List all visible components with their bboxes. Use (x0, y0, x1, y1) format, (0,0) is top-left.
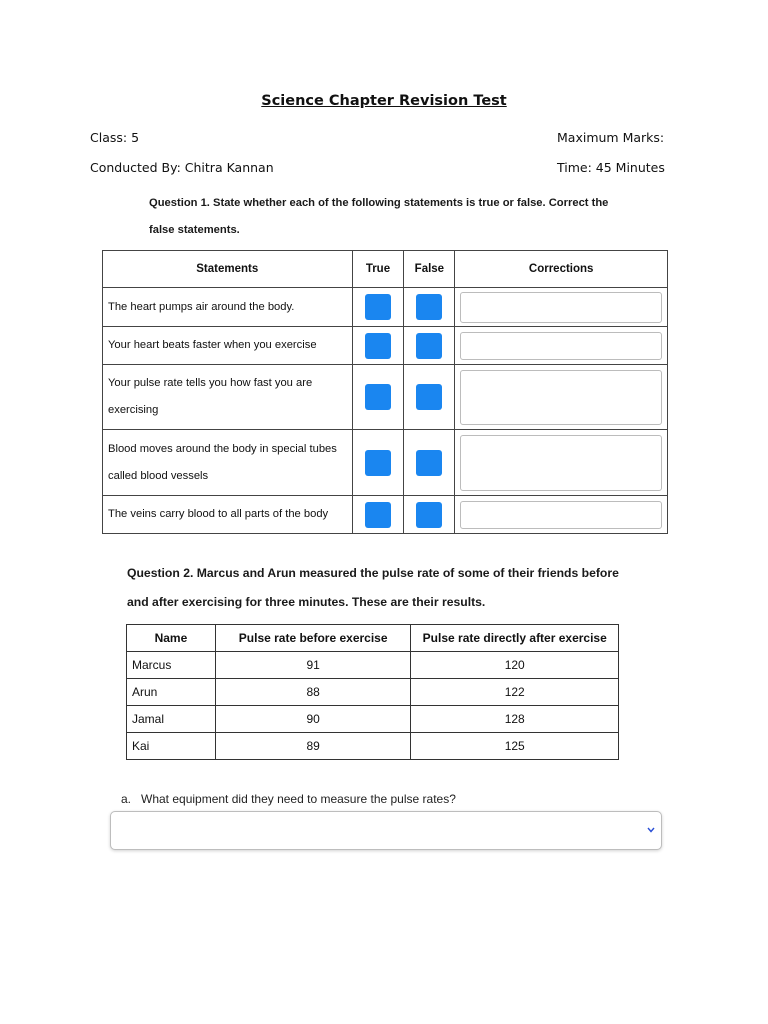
correction-input[interactable] (460, 332, 662, 360)
table-row (103, 288, 668, 327)
time-label: Time: 45 Minutes (557, 160, 665, 175)
pulse-rate-table (126, 624, 619, 760)
after-cell: 120 (411, 652, 619, 679)
after-cell: 125 (411, 733, 619, 760)
answer-dropdown[interactable] (110, 811, 662, 850)
before-cell: 91 (215, 652, 411, 679)
true-checkbox[interactable] (365, 450, 391, 476)
question2-text-line2: and after exercising for three minutes. These are their results. (127, 595, 486, 609)
statement-text: Blood moves around the body in special tubes (108, 442, 337, 455)
table-row (103, 430, 668, 496)
question2-text-line1: Question 2. Marcus and Arun measured the pulse rate of some of their friends before (127, 566, 619, 580)
table-header-row (127, 625, 619, 652)
statement-text: Your pulse rate tells you how fast you are (108, 377, 313, 389)
false-checkbox[interactable] (416, 333, 442, 359)
question2-part-a: a. What equipment did they need to measure the pulse rates? (121, 792, 456, 806)
statement-cell (103, 430, 353, 496)
name-cell: Arun (127, 679, 216, 706)
table-row (103, 496, 668, 534)
false-checkbox[interactable] (416, 384, 442, 410)
max-marks-label: Maximum Marks: (557, 130, 665, 145)
before-cell: 90 (215, 706, 411, 733)
statement-text: exercising (108, 404, 159, 416)
true-checkbox[interactable] (365, 384, 391, 410)
before-cell: 89 (215, 733, 411, 760)
table-row (103, 365, 668, 430)
statement-text: The heart pumps air around the body. (108, 300, 295, 313)
statement-text: called blood vessels (108, 469, 209, 482)
table-row (127, 679, 619, 706)
true-checkbox[interactable] (365, 502, 391, 528)
table-row (103, 327, 668, 365)
table-row (127, 706, 619, 733)
column-header: True (352, 251, 404, 288)
question1-table (102, 250, 668, 534)
table-row (127, 733, 619, 760)
statement-cell (103, 288, 353, 327)
true-checkbox[interactable] (365, 333, 391, 359)
correction-input[interactable] (460, 501, 662, 529)
statement-text: Your heart beats faster when you exercise (108, 339, 317, 351)
correction-input[interactable] (460, 292, 662, 323)
statement-cell (103, 496, 353, 534)
name-cell: Jamal (127, 706, 216, 733)
true-checkbox[interactable] (365, 294, 391, 320)
table-header-row (103, 251, 668, 288)
statement-cell (103, 327, 353, 365)
correction-input[interactable] (460, 435, 662, 491)
conducted-by: Conducted By: Chitra Kannan (90, 160, 274, 175)
statement-cell (103, 365, 353, 430)
column-header: Pulse rate directly after exercise (411, 625, 619, 652)
column-header: Statements (103, 251, 353, 288)
class-label: Class: 5 (90, 130, 140, 145)
statement-text: The veins carry blood to all parts of the body (108, 508, 329, 520)
chevron-down-icon (647, 822, 655, 836)
question1-text-line2: false statements. (149, 224, 240, 236)
name-cell: Marcus (127, 652, 216, 679)
page-title: Science Chapter Revision Test (261, 93, 507, 109)
table-row (127, 652, 619, 679)
after-cell: 122 (411, 679, 619, 706)
question1-text-line1: Question 1. State whether each of the following statements is true or false. Correct the (149, 197, 609, 209)
column-header: False (404, 251, 455, 288)
correction-input[interactable] (460, 370, 662, 425)
false-checkbox[interactable] (416, 450, 442, 476)
name-cell: Kai (127, 733, 216, 760)
false-checkbox[interactable] (416, 294, 442, 320)
column-header: Name (127, 625, 216, 652)
column-header: Corrections (455, 251, 668, 288)
false-checkbox[interactable] (416, 502, 442, 528)
before-cell: 88 (215, 679, 411, 706)
after-cell: 128 (411, 706, 619, 733)
column-header: Pulse rate before exercise (215, 625, 411, 652)
